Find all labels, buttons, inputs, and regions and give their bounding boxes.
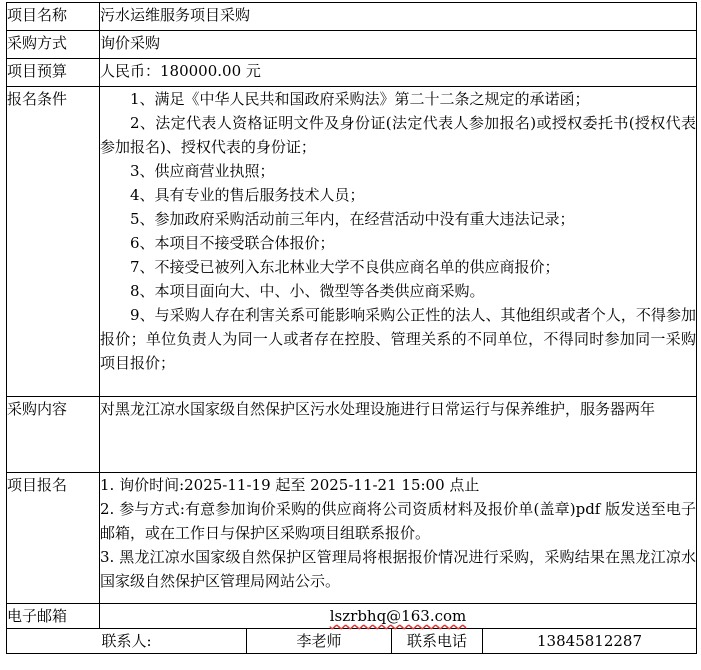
registration-list [100,473,697,604]
condition-item-2: 2、法定代表人资格证明文件及身份证(法定代表人参加报名)或授权委托书(授权代表参加报名)、授权代表的身份证； [100,114,697,156]
registration-label: 项目报名 [7,473,100,604]
budget-label: 项目预算 [7,59,100,87]
condition-item-7: 7、不接受已被列入东北林业大学不良供应商名单的供应商报价； [130,258,560,276]
row-content [7,397,697,473]
budget-value: 人民币：180000.00 元 [100,59,697,87]
condition-item-9: 9、与采购人存在利害关系可能影响采购公正性的法人、其他组织或者个人，不得参加报价；单位负责人为同一人或者存在控股、管理关系的不同单位，不得同时参加同一采购项目报价； [100,306,697,372]
row-project-name [7,3,697,31]
content-label: 采购内容 [7,397,100,473]
row-purchase-method [7,31,697,59]
conditions-list [100,87,697,397]
row-budget [7,59,697,87]
condition-item-6: 6、本项目不接受联合体报价； [130,234,335,252]
email-value-cell [100,604,697,629]
contact-person-label: 联系人: [7,629,247,654]
contact-phone-label: 联系电话 [392,629,483,654]
email-value: lszrbhq@163.com [329,607,467,625]
project-name-value: 污水运维服务项目采购 [100,3,697,31]
condition-item-4: 4、具有专业的售后服务技术人员； [130,186,365,204]
purchase-method-label: 采购方式 [7,31,100,59]
contact-person-value: 李老师 [247,629,392,654]
procurement-info-table [6,2,697,654]
email-label: 电子邮箱 [7,604,100,629]
row-registration [7,473,697,604]
purchase-method-value: 询价采购 [100,31,697,59]
row-email [7,604,697,629]
registration-item-3: 3. 黑龙江凉水国家级自然保护区管理局将根据报价情况进行采购，采购结果在黑龙江凉水国家级自然保护区管理局网站公示。 [100,548,697,590]
row-conditions [7,87,697,397]
row-contact [7,629,697,654]
condition-item-8: 8、本项目面向大、中、小、微型等各类供应商采购。 [130,282,485,300]
content-value [100,397,697,473]
conditions-label: 报名条件 [7,87,100,397]
registration-item-2: 2. 参与方式:有意参加询价采购的供应商将公司资质材料及报价单(盖章)pdf 版发送至电子邮箱，或在工作日与保护区采购项目组联系报价。 [100,500,697,542]
condition-item-1: 1、满足《中华人民共和国政府采购法》第二十二条之规定的承诺函； [130,90,590,108]
condition-item-5: 5、参加政府采购活动前三年内，在经营活动中没有重大违法记录； [130,210,575,228]
content-text: 对黑龙江凉水国家级自然保护区污水处理设施进行日常运行与保养维护，服务器两年 [100,400,656,418]
project-name-label: 项目名称 [7,3,100,31]
condition-item-3: 3、供应商营业执照； [130,162,275,180]
registration-item-1: 1. 询价时间:2025-11-19 起至 2025-11-21 15:00 点止 [100,476,480,494]
contact-phone-value: 13845812287 [483,629,697,654]
